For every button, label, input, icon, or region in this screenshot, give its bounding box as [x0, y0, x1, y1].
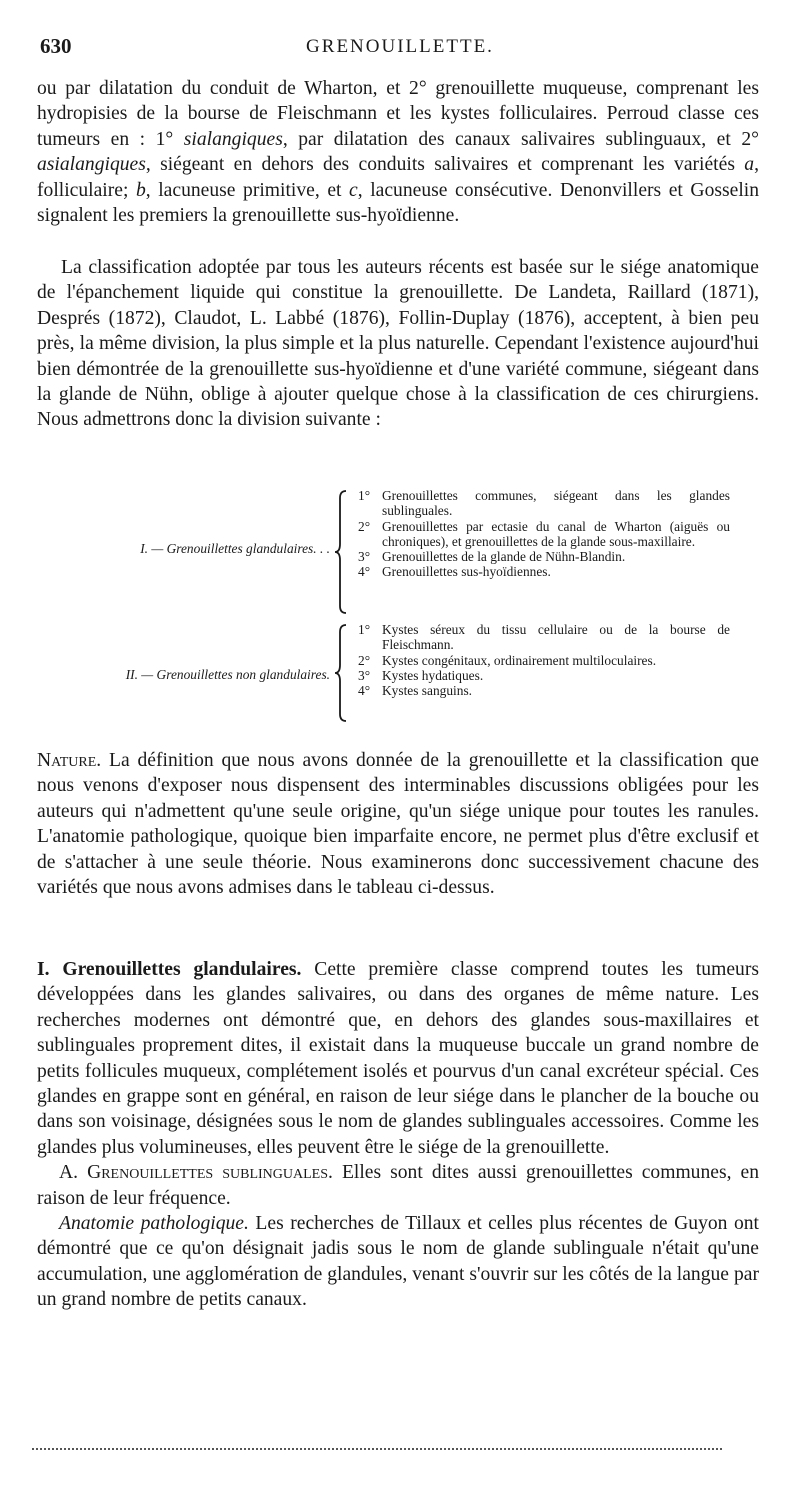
intro-paragraph: [37, 76, 759, 228]
table-item: [358, 622, 730, 653]
item-text: Kystes congénitaux, ordinairement multiloculaires.: [382, 652, 657, 668]
item-number: 4°: [358, 564, 371, 580]
glandulaires-section: [37, 957, 759, 1313]
table-group-glandulaires: [40, 488, 740, 616]
intro-emph-3: a: [744, 154, 755, 176]
intro-emph-1: sialangiques: [183, 128, 283, 150]
intro-text-4: , folliculaire;: [37, 154, 759, 201]
group-label: II. — Grenouillettes non glandulaires.: [125, 667, 330, 682]
item-number: 2°: [358, 652, 371, 668]
page-header: [40, 34, 760, 64]
intro-emph-4: b: [135, 179, 146, 201]
group-label: I. — Grenouillettes glandulaires. . .: [140, 541, 330, 556]
nature-text: La définition que nous avons donnée de la grenouillette et la classification que nous venons d'exposer nous dispensent des interminables discussions obligées pour les auteurs qui n'admettent qu'une seule origine, qu'un siége unique pour toutes les ranules. L'anatomie pathologique, quoique bien imparfaite encore, ne permet plus d'être exclusif et de s'attacher à une seule théorie. Nous examinerons donc successivement chacune des variétés que nous avons admises dans le tableau ci-dessus.: [37, 750, 759, 899]
intro-text-6: , lacuneuse consécutive. Denonvillers et Gosselin signalent les premiers la grenouillette sus-hyoïdienne.: [37, 179, 760, 227]
intro-emph-5: c: [349, 179, 358, 201]
item-number: 4°: [358, 683, 371, 699]
sublinguales-text: Elles sont dites aussi grenouillettes communes, en raison de leur fréquence.: [37, 1162, 760, 1209]
item-number: 3°: [358, 667, 371, 683]
page-number: 630: [40, 34, 72, 58]
anatomie-text: Les recherches de Tillaux et celles plus récentes de Guyon ont démontré que ce qu'on désignait jadis sous le nom de glande sublinguale n'était qu'une accumulation, une agglomération de glandules, venant s'ouvrir sur les côtés de la langue par un grand nombre de petits canaux.: [37, 1213, 759, 1311]
table-item: [358, 683, 730, 698]
nature-section: [37, 748, 759, 900]
table-item: [358, 564, 730, 579]
item-text: Grenouillettes communes, siégeant dans les glandes sublinguales.: [382, 488, 730, 519]
item-text: Grenouillettes de la glande de Nühn-Blandin.: [382, 549, 626, 565]
item-text: Kystes sanguins.: [382, 683, 473, 699]
table-item: [358, 653, 730, 668]
intro-text-1: ou par dilatation du conduit de Wharton, et 2° grenouillette muqueuse, comprenant les hydropisies de la bourse de Fleischmann et les kystes folliculaires. Perroud classe ces tumeurs en : 1°: [37, 78, 759, 150]
glandulaires-heading: I. Grenouillettes glandulaires.: [37, 959, 302, 980]
item-number: 3°: [358, 549, 371, 565]
item-text: Kystes hydatiques.: [382, 667, 484, 683]
item-number: 1°: [358, 488, 371, 503]
item-text: Grenouillettes sus-hyoïdiennes.: [382, 564, 551, 580]
intro-text-2: , par dilatation des canaux salivaires sublinguaux, et 2°: [282, 128, 759, 150]
table-group-non-glandulaires: [40, 622, 740, 724]
classification-paragraph: [37, 255, 759, 433]
item-number: 1°: [358, 622, 371, 637]
running-title: GRENOUILLETTE.: [306, 36, 494, 57]
brace-icon: [334, 488, 350, 616]
sublinguales-heading: A. Grenouillettes sublinguales.: [59, 1162, 333, 1184]
brace-icon: [334, 622, 350, 724]
glandulaires-text: Cette première classe comprend toutes les tumeurs développées dans les glandes salivaires, ou dans des organes de même nature. Les recherches modernes ont démontré que, en dehors des glandes sous-maxillaires et sublinguales proprement dites, il existait dans la muqueuse buccale un grand nombre de petits follicules muqueux, complétement isolés et pourvus d'un canal excréteur spécial. Ces glandes en grappe sont en général, en raison de leur siége dans le plancher de la bouche ou dans son voisinage, désignées sous le nom de glandes sublinguales accessoires. Comme les glandes plus volumineuses, elles peuvent être le siége de la grenouillette.: [37, 959, 759, 1158]
classification-text: La classification adoptée par tous les auteurs récents est basée sur le siége anatomique de l'épanchement liquide qui constitue la grenouillette. De Landeta, Raillard (1871), Després (1872), Claudot, L. Labbé (1876), Follin-Duplay (1876), acceptent, à bien peu près, la même division, la plus simple et la plus naturelle. Cependant l'existence aujourd'hui bien démontrée de la grenouillette sus-hyoïdienne et d'une variété commune, siégeant dans la glande de Nühn, oblige à ajouter quelque chose à la classification de ces chirurgiens. Nous admettrons donc la division suivante :: [37, 257, 759, 431]
intro-text-5: , lacuneuse primitive, et: [145, 179, 350, 201]
item-text: Grenouillettes par ectasie du canal de Wharton (aiguës ou chroniques), et grenouillettes de la glande sous-maxillaire.: [382, 518, 730, 549]
group-items: [358, 622, 730, 698]
table-item: [358, 668, 730, 683]
item-text: Kystes séreux du tissu cellulaire ou de la bourse de Fleischmann.: [382, 622, 730, 653]
item-number: 2°: [358, 518, 371, 534]
footer-rule: [32, 1448, 722, 1450]
table-item: [358, 519, 730, 550]
nature-heading: Nature.: [37, 750, 102, 771]
intro-text-3: , siégeant en dehors des conduits salivaires et comprenant les variétés: [145, 154, 745, 176]
anatomie-heading: Anatomie pathologique.: [59, 1213, 249, 1235]
intro-emph-2: asialangiques: [37, 154, 146, 176]
table-item: [358, 549, 730, 564]
table-item: [358, 488, 730, 519]
group-items: [358, 488, 730, 580]
